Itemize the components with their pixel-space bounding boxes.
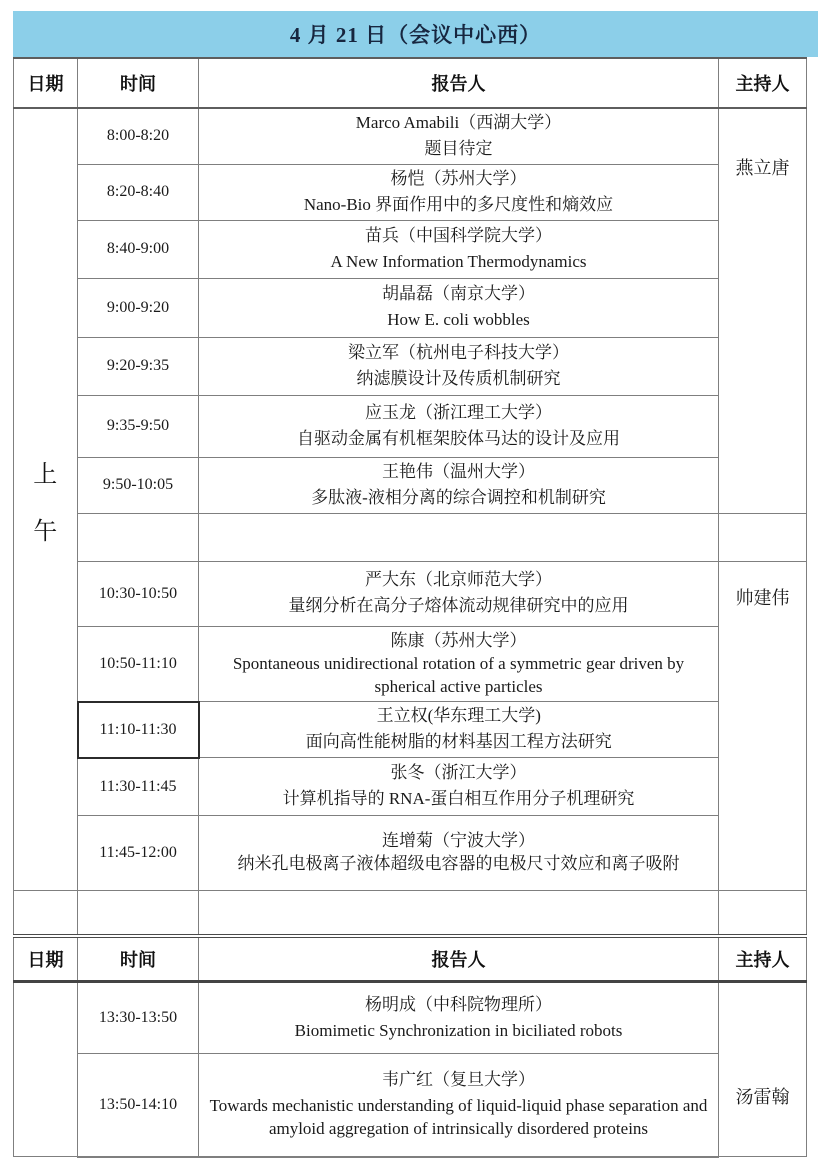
talk-title: 题目待定 xyxy=(424,138,493,158)
empty-cell xyxy=(719,513,807,561)
talk-time: 9:50-10:05 xyxy=(78,457,199,513)
talk-speaker xyxy=(199,278,719,337)
table-row xyxy=(14,337,807,395)
table-row xyxy=(14,1054,807,1157)
break-row xyxy=(14,891,807,936)
talk-speaker xyxy=(199,982,719,1054)
empty-cell xyxy=(199,891,719,936)
col-header-time: 时间 xyxy=(78,58,199,108)
date-label-morning: 上 午 xyxy=(33,461,58,545)
empty-cell xyxy=(78,513,199,561)
talk-speaker xyxy=(199,337,719,395)
table-row xyxy=(14,278,807,337)
speaker-name: 胡晶磊（南京大学） xyxy=(382,284,535,304)
col-header-chair: 主持人 xyxy=(719,936,807,982)
column-header-row xyxy=(14,58,807,108)
table-row xyxy=(14,164,807,220)
speaker-name: 陈康（苏州大学） xyxy=(390,630,527,650)
date-cell-afternoon xyxy=(14,982,78,1157)
talk-time: 11:45-12:00 xyxy=(78,816,199,891)
speaker-name: 杨恺（苏州大学） xyxy=(390,168,527,188)
talk-speaker xyxy=(199,220,719,278)
talk-title: Spontaneous unidirectional rotation of a symmetric gear driven by spherical active particles xyxy=(232,653,685,696)
col-header-chair: 主持人 xyxy=(719,58,807,108)
talk-speaker xyxy=(199,395,719,457)
talk-speaker xyxy=(199,702,719,758)
day-banner xyxy=(13,11,818,57)
talk-speaker xyxy=(199,457,719,513)
empty-cell xyxy=(719,891,807,936)
column-header-row-afternoon xyxy=(14,936,807,982)
speaker-name: 梁立军（杭州电子科技大学） xyxy=(348,342,569,362)
col-header-time: 时间 xyxy=(78,936,199,982)
talk-title: How E. coli wobbles xyxy=(387,310,530,330)
talk-speaker xyxy=(199,626,719,702)
talk-speaker xyxy=(199,108,719,164)
empty-cell xyxy=(14,891,78,936)
talk-speaker xyxy=(199,561,719,626)
break-row xyxy=(14,513,807,561)
talk-title: 计算机指导的 RNA-蛋白相互作用分子机理研究 xyxy=(282,789,635,809)
talk-title: Biomimetic Synchronization in biciliated robots xyxy=(294,1020,623,1040)
table-row xyxy=(14,702,807,758)
table-row xyxy=(14,816,807,891)
table-row xyxy=(14,220,807,278)
talk-title: 面向高性能树脂的材料基因工程方法研究 xyxy=(305,732,612,752)
talk-title: 纳米孔电极离子液体超级电容器的电极尺寸效应和离子吸附 xyxy=(237,854,680,874)
talk-speaker xyxy=(199,164,719,220)
talk-title: 量纲分析在高分子熔体流动规律研究中的应用 xyxy=(288,596,629,616)
talk-time: 8:00-8:20 xyxy=(78,108,199,164)
talk-title: A New Information Thermodynamics xyxy=(330,251,587,271)
talk-time: 10:30-10:50 xyxy=(78,561,199,626)
talk-speaker xyxy=(199,816,719,891)
talk-time: 9:20-9:35 xyxy=(78,337,199,395)
date-cell-morning xyxy=(14,108,78,891)
empty-cell xyxy=(199,513,719,561)
talk-time: 11:30-11:45 xyxy=(78,758,199,816)
speaker-name: 苗兵（中国科学院大学） xyxy=(365,225,552,245)
talk-time: 8:20-8:40 xyxy=(78,164,199,220)
talk-speaker xyxy=(199,1054,719,1157)
speaker-name: 张冬（浙江大学） xyxy=(390,763,527,783)
table-row xyxy=(14,457,807,513)
talk-time: 13:50-14:10 xyxy=(78,1054,199,1157)
talk-time: 9:35-9:50 xyxy=(78,395,199,457)
talk-time: 8:40-9:00 xyxy=(78,220,199,278)
col-header-speaker: 报告人 xyxy=(199,936,719,982)
talk-title: Nano-Bio 界面作用中的多尺度性和熵效应 xyxy=(303,194,614,214)
table-row xyxy=(14,758,807,816)
talk-time: 9:00-9:20 xyxy=(78,278,199,337)
talk-title: Towards mechanistic understanding of liquid-liquid phase separation and amyloid aggregation of intrinsically disordered proteins xyxy=(209,1096,708,1139)
day-banner-title: 4 月 21 日（会议中心西） xyxy=(289,23,542,47)
speaker-name: 韦广红（复旦大学） xyxy=(382,1070,535,1090)
col-header-date: 日期 xyxy=(14,58,78,108)
talk-time: 13:30-13:50 xyxy=(78,982,199,1054)
col-header-date: 日期 xyxy=(14,936,78,982)
schedule-table xyxy=(13,57,807,1158)
speaker-name: 应玉龙（浙江理工大学） xyxy=(365,402,552,422)
chair-cell-afternoon: 汤雷翰 xyxy=(719,982,807,1157)
table-row xyxy=(14,561,807,626)
speaker-name: 严大东（北京师范大学） xyxy=(365,570,552,590)
col-header-speaker: 报告人 xyxy=(199,58,719,108)
speaker-name: 王艳伟（温州大学） xyxy=(382,461,535,481)
talk-time-highlighted: 11:10-11:30 xyxy=(78,702,199,758)
talk-title: 纳滤膜设计及传质机制研究 xyxy=(356,368,561,388)
speaker-name: Marco Amabili（西湖大学） xyxy=(355,113,562,132)
speaker-name: 杨明成（中科院物理所） xyxy=(365,994,552,1014)
chair-cell-session1: 燕立唐 xyxy=(719,108,807,513)
table-row xyxy=(14,626,807,702)
talk-time: 10:50-11:10 xyxy=(78,626,199,702)
talk-title: 自驱动金属有机框架胶体马达的设计及应用 xyxy=(297,428,620,448)
empty-cell xyxy=(78,891,199,936)
talk-speaker xyxy=(199,758,719,816)
speaker-name: 连增菊（宁波大学） xyxy=(382,831,535,851)
table-row xyxy=(14,395,807,457)
table-row xyxy=(14,982,807,1054)
chair-cell-session2: 帅建伟 xyxy=(719,561,807,891)
table-row xyxy=(14,108,807,164)
speaker-name: 王立权(华东理工大学) xyxy=(376,706,541,726)
talk-title: 多肽液-液相分离的综合调控和机制研究 xyxy=(311,487,606,507)
